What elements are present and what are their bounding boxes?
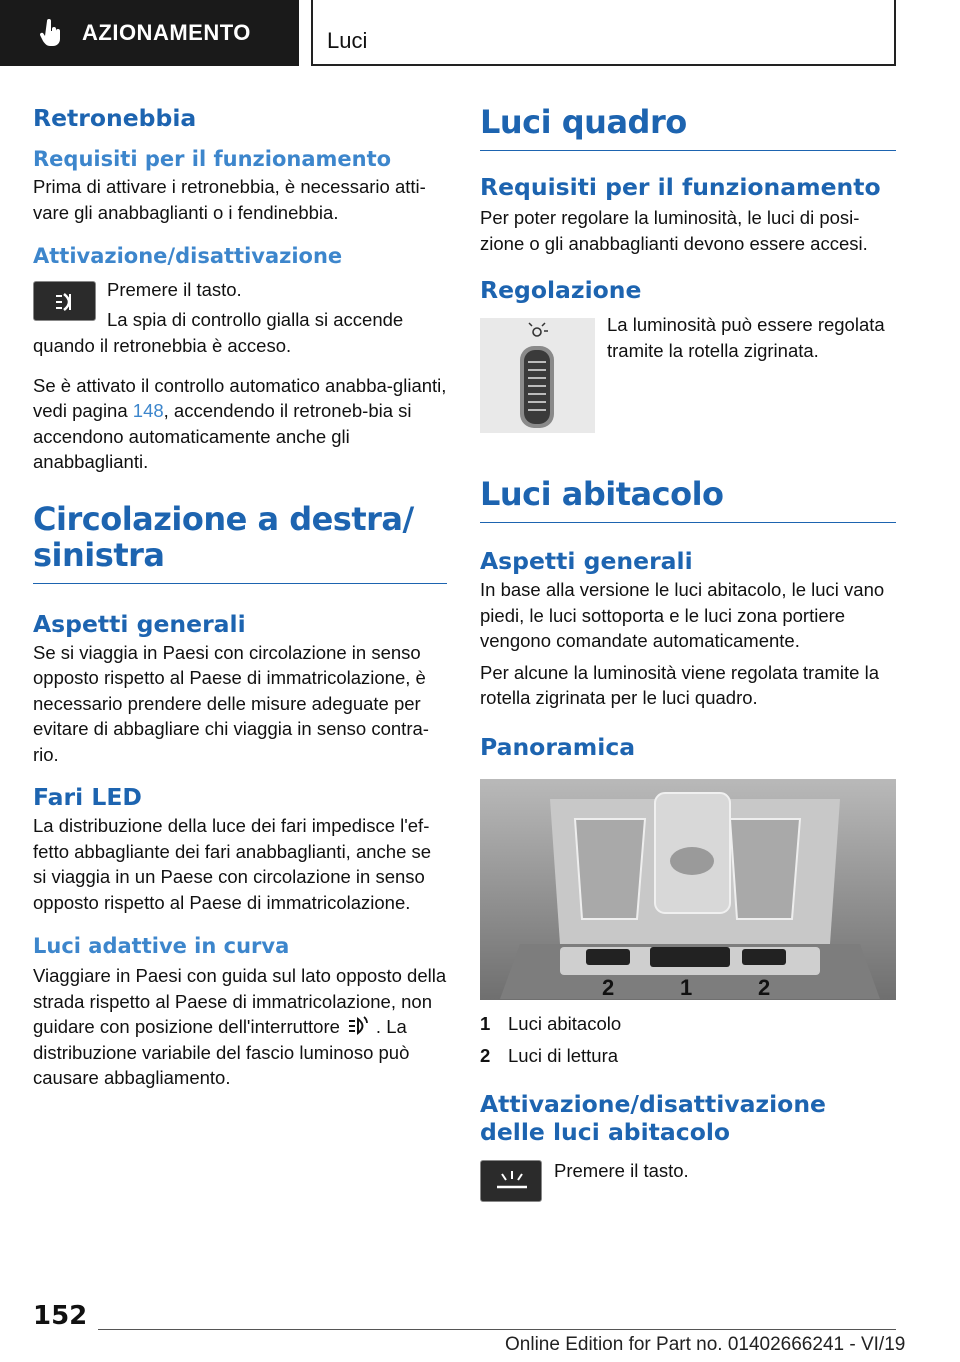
adaptive-light-icon [346, 1015, 370, 1037]
right-column [480, 100, 896, 1204]
heading-fari-led: Fari LED [33, 783, 142, 811]
heading-luci-quadro: Luci quadro [480, 104, 896, 151]
footer-rule [98, 1329, 896, 1330]
callout-2-right: 2 [758, 974, 771, 1000]
retro-requisiti-text: Prima di attivare i retronebbia, è necessario atti-vare gli anabbaglianti o i fendinebbia. [33, 176, 426, 223]
interior-light-button-icon [480, 1160, 542, 1202]
heading-regolazione: Regolazione [480, 276, 642, 304]
callout-1: 1 [680, 974, 693, 1000]
retro-press-text: Premere il tasto. [107, 279, 242, 300]
fari-led-text: La distribuzione della luce dei fari impedisce l'ef-fetto abbagliante dei fari anabbaglianti, anche se si viaggia in un Paese con circolazione in senso opposto rispetto al Paese di immatricolazione. [33, 815, 432, 913]
regolazione-text: La luminosità può essere regolata tramite la rotella zigrinata. [607, 314, 885, 361]
heading-retro-requisiti: Requisiti per il funzionamento [33, 147, 392, 171]
page-link-148[interactable]: 148 [132, 400, 164, 421]
page-number: 152 [33, 1301, 88, 1331]
legend-list [480, 1008, 896, 1072]
thumbwheel-image [480, 318, 595, 433]
heading-luci-abitacolo: Luci abitacolo [480, 476, 896, 523]
heading-quadro-requisiti: Requisiti per il funzionamento [480, 173, 881, 201]
quadro-requisiti-text: Per poter regolare la luminosità, le luci di posi-zione o gli anabbaglianti devono essere accesi. [480, 207, 868, 254]
abit-aspetti-text-2: Per alcune la luminosità viene regolata tramite la rotella zigrinata per le luci quadro. [480, 661, 879, 708]
rear-fog-button-icon [33, 281, 96, 321]
heading-attivazione-abitacolo: Attivazione/disattivazione delle luci abitacolo [480, 1089, 826, 1146]
heading-circolazione: Circolazione a destra/ sinistra [33, 501, 447, 584]
chapter-title: Luci [327, 28, 368, 53]
abitacolo-press-text: Premere il tasto. [554, 1159, 689, 1181]
circ-aspetti-text: Se si viaggia in Paesi con circolazione in senso opposto rispetto al Paese di immatricolazione, è necessario prendere delle misure adeguate per evitare di abbagliare chi viaggia in senso contra-rio. [33, 641, 429, 765]
section-tab [0, 0, 299, 66]
abit-aspetti-text-1: In base alla versione le luci abitacolo, le luci vano piedi, le luci sottoporta e le luci zona portiere vengono comandate automaticamente. [480, 579, 885, 651]
overhead-console-image [480, 779, 896, 1000]
legend-item: 2 Luci di lettura [480, 1044, 619, 1066]
heading-panoramica: Panoramica [480, 732, 636, 761]
heading-retro-attivazione: Attivazione/disattivazione [33, 244, 343, 268]
callout-2-left: 2 [602, 974, 615, 1000]
luci-curva-text: Viaggiare in Paesi con guida sul lato opposto della strada rispetto al Paese di immatricolazione, non guidare con posizione dell'interruttore . La distribuzione variabile del fascio luminoso può causare abbagliamento. [33, 965, 447, 1088]
chapter-tab [311, 0, 896, 66]
retro-auto-text: Se è attivato il controllo automatico anabba-glianti, vedi pagina 148, accendendo il retroneb-bia si accendono automaticamente anche gli anabbaglianti. [33, 374, 447, 472]
heading-retronebbia: Retronebbia [33, 104, 197, 132]
heading-abit-aspetti: Aspetti generali [480, 547, 693, 575]
section-title: AZIONAMENTO [82, 20, 251, 45]
retro-spia-text-line: La spia di controllo gialla si accende [107, 309, 404, 330]
hand-pointer-icon [40, 19, 62, 47]
left-column [33, 100, 447, 1091]
heading-luci-curva: Luci adattive in curva [33, 934, 290, 958]
retro-spia-text: quando il retronebbia è acceso. [33, 335, 292, 356]
legend-item: 1 Luci abitacolo [480, 1012, 622, 1034]
heading-circ-aspetti: Aspetti generali [33, 609, 246, 638]
footer-edition: Online Edition for Part no. 01402666241 - VI/19 [505, 1334, 906, 1355]
